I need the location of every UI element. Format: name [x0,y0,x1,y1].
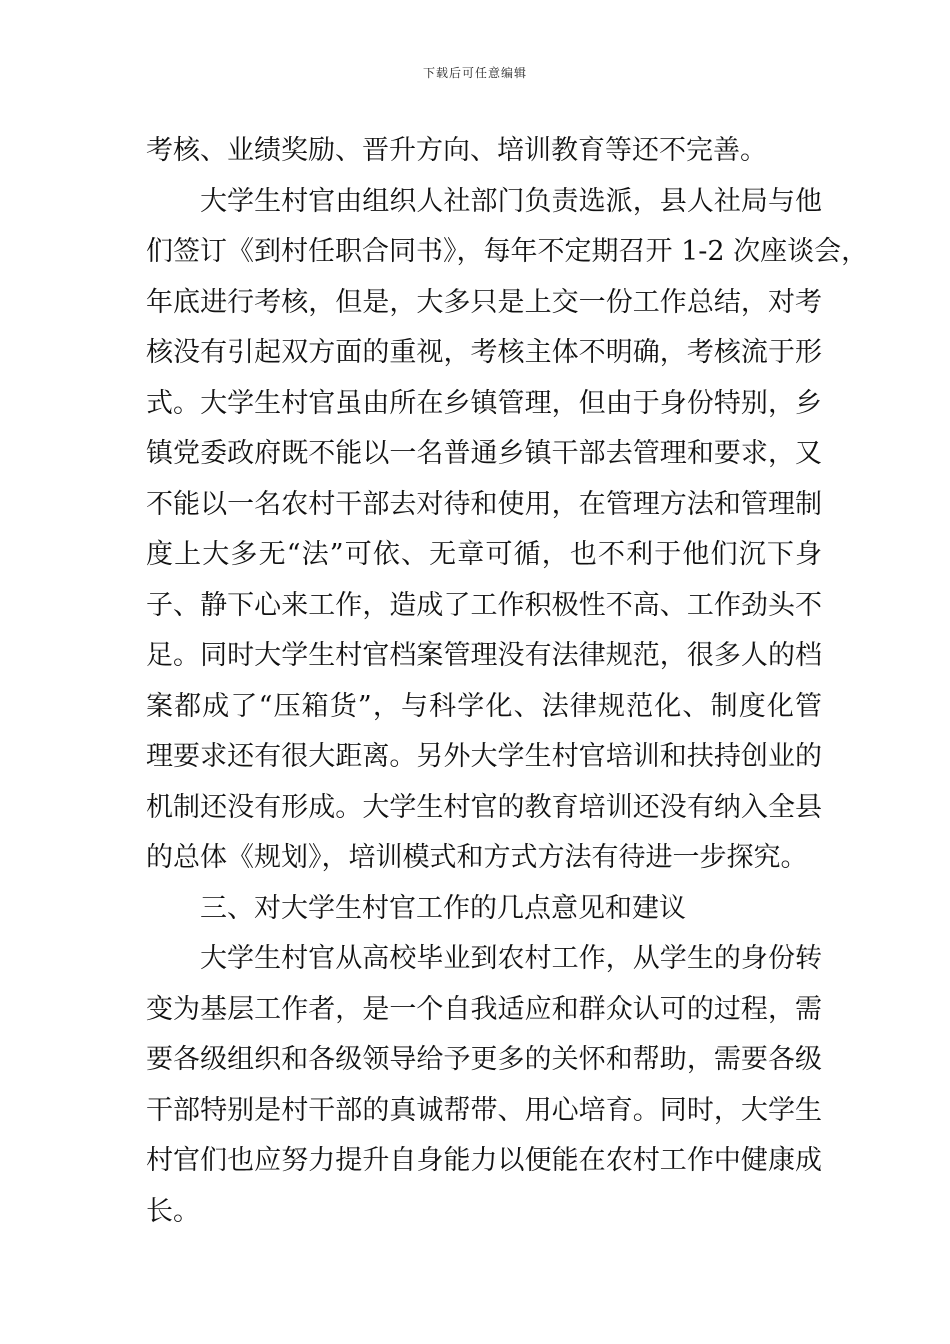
text-line: 式。大学生村官虽由所在乡镇管理，但由于身份特别，乡 [146,387,822,419]
text-line: 大学生村官由组织人社部门负责选派，县人社局与他 [200,185,822,217]
text-line: 干部特别是村干部的真诚帮带、用心培育。同时，大学生 [146,1094,822,1126]
text-line: 案都成了“压箱货”，与科学化、法律规范化、制度化管 [146,690,822,722]
text-line: 年底进行考核，但是，大多只是上交一份工作总结，对考 [146,286,822,318]
text-line: 要各级组织和各级领导给予更多的关怀和帮助，需要各级 [146,1044,822,1075]
text-line: 们签订《到村任职合同书》，每年不定期召开 1-2 次座谈会， [146,236,869,267]
text-line: 的总体《规划》，培训模式和方式方法有待进一步探究。 [146,842,808,873]
text-line: 村官们也应努力提升自身能力以便能在农村工作中健康成 [146,1145,822,1176]
text-line: 大学生村官从高校毕业到农村工作，从学生的身份转 [200,943,822,974]
text-line: 足。同时大学生村官档案管理没有法律规范，很多人的档 [146,640,822,671]
text-line: 不能以一名农村干部去对待和使用，在管理方法和管理制 [146,488,822,520]
text-line: 度上大多无“法”可依、无章可循，也不利于他们沉下身 [146,539,822,570]
text-line: 理要求还有很大距离。另外大学生村官培训和扶持创业的 [146,741,822,772]
text-line: 机制还没有形成。大学生村官的教育培训还没有纳入全县 [146,791,822,823]
page-header: 下载后可任意编辑 [422,66,527,80]
text-line: 子、静下心来工作，造成了工作积极性不高、工作劲头不 [146,589,822,621]
text-line: 考核、业绩奖励、晋升方向、培训教育等还不完善。 [146,135,767,166]
document-body [146,126,869,1237]
text-line: 长。 [146,1195,200,1227]
text-line: 镇党委政府既不能以一名普通乡镇干部去管理和要求，又 [146,438,822,469]
section-heading: 三、对大学生村官工作的几点意见和建议 [200,892,686,924]
text-line: 核没有引起双方面的重视，考核主体不明确，考核流于形 [146,337,822,368]
text-line: 变为基层工作者，是一个自我适应和群众认可的过程，需 [146,993,822,1025]
